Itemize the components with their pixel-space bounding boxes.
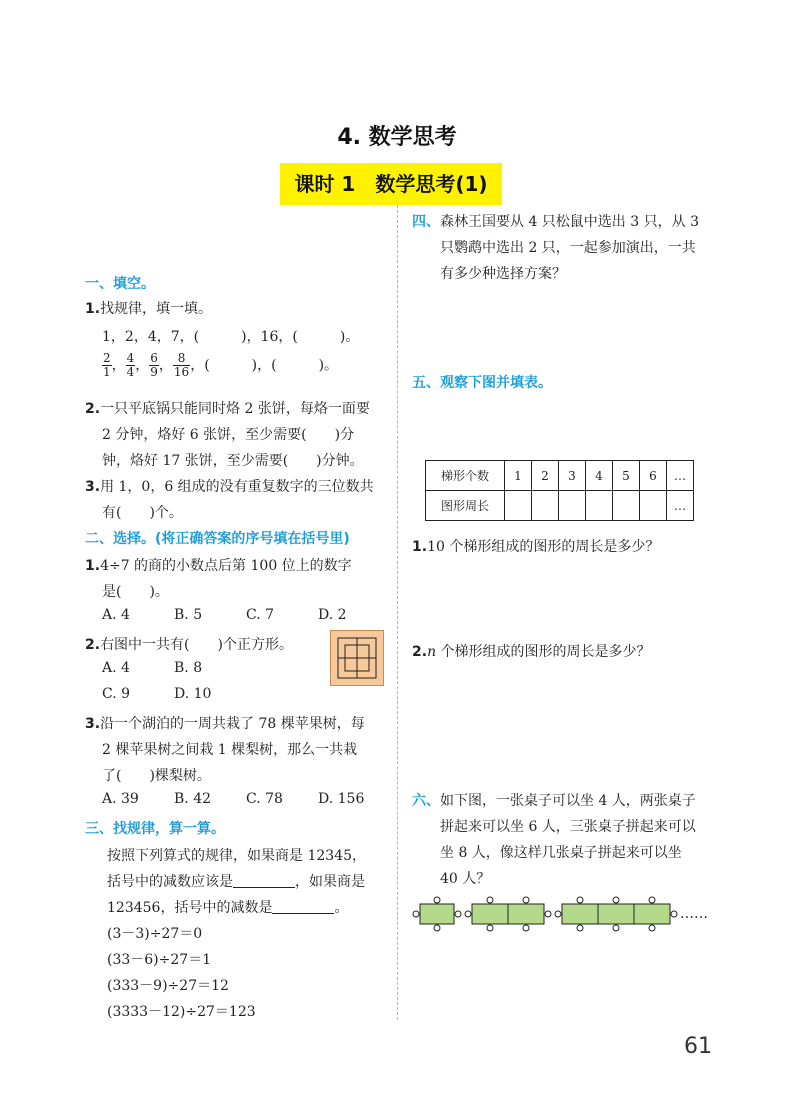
chapter-title: 4. 数学思考 [337, 125, 457, 150]
fraction: $\frac{8}{16}$ [173, 351, 190, 379]
s4-line1: 四、森林王国要从 4 只松鼠中选出 3 只，从 3 [412, 214, 699, 230]
answer-cell[interactable] [586, 491, 613, 521]
s4-line2: 只鹦鹉中选出 2 只，一起参加演出，一共 [440, 240, 696, 256]
tables-diagram [412, 896, 712, 936]
row-header: 梯形个数 [426, 461, 505, 491]
lesson-title: 课时 1 数学思考(1) [280, 163, 502, 205]
formula: (33－6)÷27＝1 [107, 952, 212, 968]
page-number: 61 [684, 1034, 712, 1059]
formula: (3－3)÷27＝0 [107, 926, 203, 942]
formula: (3333－12)÷27＝123 [107, 1004, 256, 1020]
s2-q3-line2: 2 棵苹果树之间栽 1 棵梨树，那么一共栽 [102, 742, 358, 758]
table-cell: 5 [613, 461, 640, 491]
option-a: A. 39 [102, 791, 139, 807]
s2-q1-line1: 1.4÷7 的商的小数点后第 100 位上的数字 [85, 558, 352, 574]
row-header: 图形周长 [426, 491, 505, 521]
tables-figure [412, 896, 712, 936]
section-6-title: 六、 [412, 793, 440, 809]
fraction: $\frac{6}{9}$ [150, 351, 158, 379]
table-row [426, 461, 694, 491]
option-d: D. 10 [174, 686, 212, 702]
s6-line4: 40 人？ [440, 871, 491, 887]
s1-q3-line2: 有( )个。 [102, 505, 183, 521]
s1-q3-line1: 3.用 1，0，6 组成的没有重复数字的三位数共 [85, 479, 374, 495]
s6-line2: 拼起来可以坐 6 人，三张桌子拼起来可以 [440, 819, 696, 835]
s1-q1 [85, 298, 212, 318]
section-2-title: 二、选择。(将正确答案的序号填在括号里) [85, 531, 350, 547]
s2-q3-line1: 3.沿一个湖泊的一周共栽了 78 棵苹果树，每 [85, 716, 365, 732]
s1-q2-line1: 2.一只平底锅只能同时烙 2 张饼，每烙一面要 [85, 401, 370, 417]
column-divider [397, 205, 398, 1020]
section-1-title: 一、填空。 [85, 276, 155, 292]
section-5-title: 五、观察下图并填表。 [412, 375, 552, 391]
s5-q2: 2.n 个梯形组成的图形的周长是多少？ [412, 644, 651, 660]
table-cell: 2 [532, 461, 559, 491]
q-number: 1. [85, 301, 101, 317]
answer-blank[interactable] [233, 873, 295, 888]
option-c: C. 9 [102, 686, 131, 702]
s4-line3: 有多少种选择方案？ [440, 266, 566, 282]
option-b: B. 42 [174, 791, 212, 807]
answer-cell[interactable] [613, 491, 640, 521]
s6-line3: 坐 8 人，像这样几张桌子拼起来可以坐 [440, 845, 682, 861]
s2-q1-line2: 是( )。 [102, 584, 169, 600]
table-cell: 6 [640, 461, 667, 491]
answer-blank[interactable] [272, 899, 334, 914]
s1-q1-fractions: $\frac{2}{1}$ ， $\frac{4}{4}$ ， $\frac{6}{9}$ ， $\frac{8}{16}$ ，( )，( )。 [103, 351, 339, 379]
formula: (333－9)÷27＝12 [107, 978, 229, 994]
answer-cell[interactable] [640, 491, 667, 521]
squares-diagram [331, 631, 383, 685]
q-text: 找规律，填一填。 [100, 301, 213, 317]
fraction: $\frac{2}{1}$ [103, 351, 111, 379]
option-c: C. 78 [246, 791, 283, 807]
variable-n: n [427, 644, 437, 660]
s2-q3-line3: 了( )棵梨树。 [102, 768, 211, 784]
table-cell: 4 [586, 461, 613, 491]
s3-line3: 123456，括号中的减数是 。 [107, 900, 349, 916]
option-b: B. 5 [174, 607, 203, 623]
option-b: B. 8 [174, 660, 203, 676]
trapezoid-table [425, 460, 694, 521]
option-a: A. 4 [102, 660, 130, 676]
s6-line1: 六、如下图，一张桌子可以坐 4 人，两张桌子 [412, 793, 696, 809]
answer-cell[interactable] [505, 491, 532, 521]
nested-squares-figure [330, 630, 384, 686]
option-a: A. 4 [102, 607, 130, 623]
s2-q2-line1: 2.右图中一共有( )个正方形。 [85, 637, 293, 653]
ellipsis: …… [680, 906, 708, 922]
table-row [426, 491, 694, 521]
table-cell: … [667, 491, 694, 521]
section-4-title: 四、 [412, 214, 440, 230]
s5-q1: 1.10 个梯形组成的图形的周长是多少？ [412, 539, 660, 555]
table-cell: 3 [559, 461, 586, 491]
answer-cell[interactable] [532, 491, 559, 521]
option-c: C. 7 [246, 607, 275, 623]
option-d: D. 2 [318, 607, 347, 623]
fraction: $\frac{4}{4}$ [126, 351, 135, 379]
table-cell: … [667, 461, 694, 491]
section-3-title: 三、找规律，算一算。 [85, 821, 225, 837]
s3-line2: 括号中的减数应该是 ，如果商是 [107, 874, 365, 890]
option-d: D. 156 [318, 791, 365, 807]
s1-q2-line2: 2 分钟，烙好 6 张饼，至少需要( )分 [102, 427, 355, 443]
answer-cell[interactable] [559, 491, 586, 521]
table-cell: 1 [505, 461, 532, 491]
fill-table [425, 460, 694, 521]
s1-q2-line3: 钟，烙好 17 张饼，至少需要( )分钟。 [102, 453, 364, 469]
s3-line1: 按照下列算式的规律，如果商是 12345， [107, 848, 366, 864]
s1-q1-sequence: 1，2，4，7，( )，16，( )。 [102, 329, 360, 345]
